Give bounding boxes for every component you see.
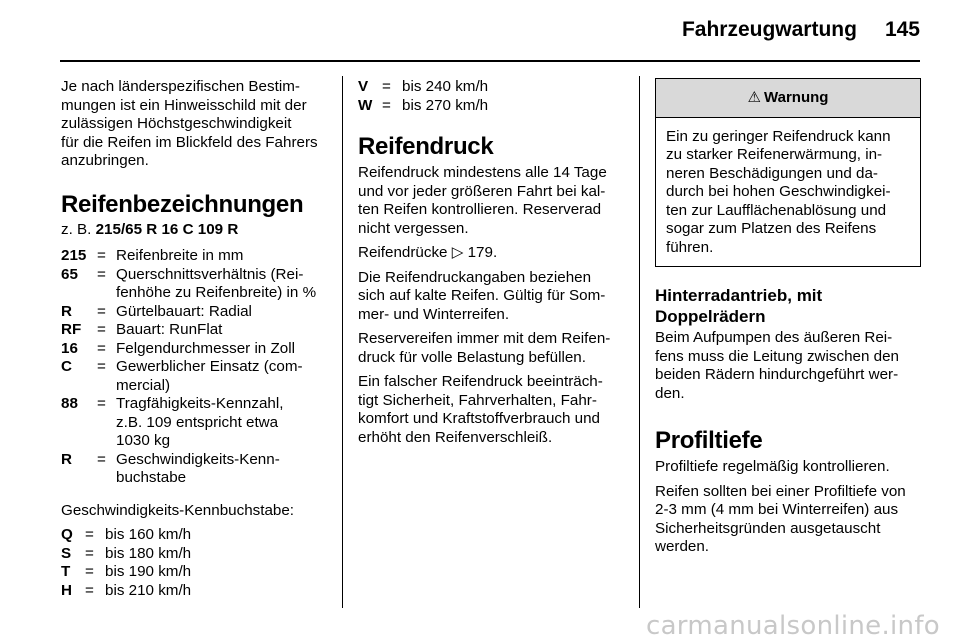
text-line: Tragfähigkeits-Kennzahl, <box>116 395 284 412</box>
text-line: Felgendurchmesser in Zoll <box>116 339 295 357</box>
code-value <box>116 340 327 359</box>
paragraph <box>358 244 624 263</box>
code-value <box>116 451 327 488</box>
warning-box <box>655 78 921 267</box>
column-divider-2 <box>639 76 640 608</box>
code-key: 215 <box>61 247 87 264</box>
equals-sign: = <box>97 358 106 375</box>
definition-row <box>61 451 327 488</box>
text-line: Reifenbreite in mm <box>116 247 244 264</box>
text-line: durch bei hohen Geschwindigkei- <box>666 183 891 200</box>
text-line: Geschwindigkeits-Kenn- <box>116 450 280 468</box>
code-value <box>116 303 327 322</box>
code-value <box>105 582 327 601</box>
text-line: buchstabe <box>116 469 187 486</box>
paragraph <box>358 373 624 447</box>
equals-sign: = <box>97 339 106 357</box>
code-value <box>116 266 327 303</box>
equals-sign: = <box>97 395 106 412</box>
text-line: führen. <box>666 238 714 256</box>
paragraph <box>358 330 624 367</box>
text-line: beiden Rädern hindurchgeführt wer- <box>655 366 899 383</box>
text-line: Sicherheitsgründen ausgetauscht <box>655 519 881 537</box>
warning-header: ⚠ Warnung <box>656 79 920 118</box>
intro-paragraph: Je nach länderspezifischen Bestim- mungen ist ein Hinweisschild mit der zulässigen Höchstgeschwindigkeit für die Reifen im Blickfeld des Fahrers anzubringen. <box>61 78 318 169</box>
column-2 <box>358 78 624 453</box>
text-line: Reifendruck mindestens alle 14 Tage <box>358 164 607 181</box>
text-line: bis 270 km/h <box>402 96 489 114</box>
speed-list-2 <box>358 78 624 115</box>
definition-row <box>61 563 327 582</box>
text-line: mer- und Winterreifen. <box>358 305 510 323</box>
text-line: tigt Sicherheit, Fahrverhalten, Fahr- <box>358 391 597 409</box>
definition-row <box>61 582 327 601</box>
text-line: neren Beschädigungen und da- <box>666 164 878 182</box>
text-line: werden. <box>655 538 710 555</box>
chapter-title: Fahrzeugwartung <box>681 18 857 41</box>
code-key: R <box>61 302 72 320</box>
code-value <box>402 97 624 116</box>
text-line: mercial) <box>116 376 171 394</box>
definition-row <box>61 526 327 545</box>
warning-triangle-icon: ⚠ <box>747 89 761 106</box>
code-value <box>105 563 327 582</box>
column-3 <box>655 78 921 563</box>
speed-list-1 <box>61 526 327 600</box>
equals-sign: = <box>97 450 106 468</box>
definition-row <box>61 247 327 266</box>
text-line: bis 210 km/h <box>105 581 192 599</box>
definition-row <box>61 395 327 451</box>
column-1 <box>61 78 327 614</box>
code-key: H <box>61 581 72 599</box>
code-key: V <box>358 78 369 95</box>
tread-paragraphs <box>655 458 921 557</box>
text-line: Gürtelbauart: Radial <box>116 302 252 320</box>
page-header <box>40 18 920 42</box>
text-line: Reservereifen immer mit dem Reifen- <box>358 330 611 347</box>
definition-row <box>61 358 327 395</box>
code-key: W <box>358 96 373 114</box>
watermark: carmanualsonline.info <box>645 611 940 641</box>
equals-sign: = <box>97 302 106 320</box>
code-value <box>116 358 327 395</box>
code-key: Q <box>61 526 73 543</box>
section-heading-tire-pressure: Reifendruck <box>358 133 494 160</box>
equals-sign: = <box>97 247 106 264</box>
text-line: Reifen sollten bei einer Profiltiefe von <box>655 482 906 500</box>
code-value <box>402 78 624 97</box>
paragraph <box>358 164 624 238</box>
paragraph <box>655 458 921 477</box>
subheading-rear-wheel-drive: Hinterradantrieb, mit Doppelrädern <box>655 286 823 326</box>
text-line: fens muss die Leitung zwischen den <box>655 347 899 365</box>
rear-wheel-text <box>655 329 921 403</box>
text-line: den. <box>655 384 685 402</box>
column-divider-1 <box>342 76 343 608</box>
text-line: Ein falscher Reifendruck beeinträch- <box>358 373 603 390</box>
equals-sign: = <box>97 321 106 338</box>
text-line: bis 240 km/h <box>402 78 489 95</box>
text-line: bis 160 km/h <box>105 526 192 543</box>
text-line: ten Reifen kontrollieren. Reserverad <box>358 201 602 218</box>
equals-sign: = <box>382 78 391 95</box>
text-line: Beim Aufpumpen des äußeren Rei- <box>655 329 893 346</box>
text-line: Ein zu geringer Reifendruck kann <box>666 127 891 145</box>
text-line: erhöht den Reifenverschleiß. <box>358 428 553 446</box>
code-key: 88 <box>61 395 78 412</box>
text-line: zu starker Reifenerwärmung, in- <box>666 146 883 163</box>
code-value <box>116 247 327 266</box>
equals-sign: = <box>85 544 94 562</box>
definition-row <box>61 303 327 322</box>
text-line: komfort und Kraftstoffverbrauch und <box>358 410 601 427</box>
section-heading-tire-designation: Reifenbezeichnungen <box>61 190 304 218</box>
code-key: T <box>61 563 71 580</box>
text-line: sogar zum Platzen des Reifens <box>666 220 877 237</box>
text-line: Die Reifendruckangaben beziehen <box>358 268 592 286</box>
equals-sign: = <box>97 265 106 283</box>
equals-sign: = <box>85 581 94 599</box>
paragraph <box>655 483 921 557</box>
warning-text <box>656 118 920 267</box>
code-value <box>105 545 327 564</box>
equals-sign: = <box>85 526 94 543</box>
header-rule <box>60 60 920 62</box>
text-line: Querschnittsverhältnis (Rei- <box>116 265 304 283</box>
text-line: Bauart: RunFlat <box>116 321 223 338</box>
code-key: 65 <box>61 265 78 283</box>
text-line: Gewerblicher Einsatz (com- <box>116 358 303 375</box>
definition-row <box>61 545 327 564</box>
definition-row <box>358 97 624 116</box>
speed-intro: Geschwindigkeits-Kennbuchstabe: <box>61 501 295 519</box>
example-line: z. B. 215/65 R 16 C 109 R <box>61 220 239 238</box>
text-line: fenhöhe zu Reifenbreite) in % <box>116 284 317 301</box>
code-key: R <box>61 450 72 468</box>
equals-sign: = <box>382 96 391 114</box>
equals-sign: = <box>85 563 94 580</box>
definition-row <box>61 266 327 303</box>
text-line: bis 190 km/h <box>105 563 192 580</box>
text-line: 1030 kg <box>116 432 171 449</box>
definition-row <box>61 321 327 340</box>
code-key: RF <box>61 321 82 338</box>
code-key: 16 <box>61 339 78 357</box>
text-line: bis 180 km/h <box>105 544 192 562</box>
code-key: C <box>61 358 72 375</box>
section-heading-tread-depth: Profiltiefe <box>655 427 763 454</box>
paragraph <box>358 269 624 325</box>
definition-row <box>358 78 624 97</box>
text-line: z.B. 109 entspricht etwa <box>116 413 279 431</box>
example-code: 215/65 R 16 C 109 R <box>95 220 239 238</box>
page-number: 145 <box>884 18 920 41</box>
pressure-paragraphs <box>358 164 624 447</box>
text-line: druck für volle Belastung befüllen. <box>358 348 586 366</box>
text-line: Profiltiefe regelmäßig kontrollieren. <box>655 458 890 475</box>
tire-code-list <box>61 247 327 488</box>
text-line: Reifendrücke ▷ 179. <box>358 244 498 261</box>
code-key: S <box>61 544 72 562</box>
code-value <box>116 321 327 340</box>
text-line: und vor jeder größeren Fahrt bei kal- <box>358 182 606 200</box>
text-line: nicht vergessen. <box>358 219 469 237</box>
code-value <box>105 526 327 545</box>
text-line: sich auf kalte Reifen. Gültig für Som- <box>358 287 606 304</box>
text-line: ten zur Laufflächenablösung und <box>666 201 887 219</box>
code-value <box>116 395 327 451</box>
text-line: 2-3 mm (4 mm bei Winterreifen) aus <box>655 501 899 518</box>
definition-row <box>61 340 327 359</box>
